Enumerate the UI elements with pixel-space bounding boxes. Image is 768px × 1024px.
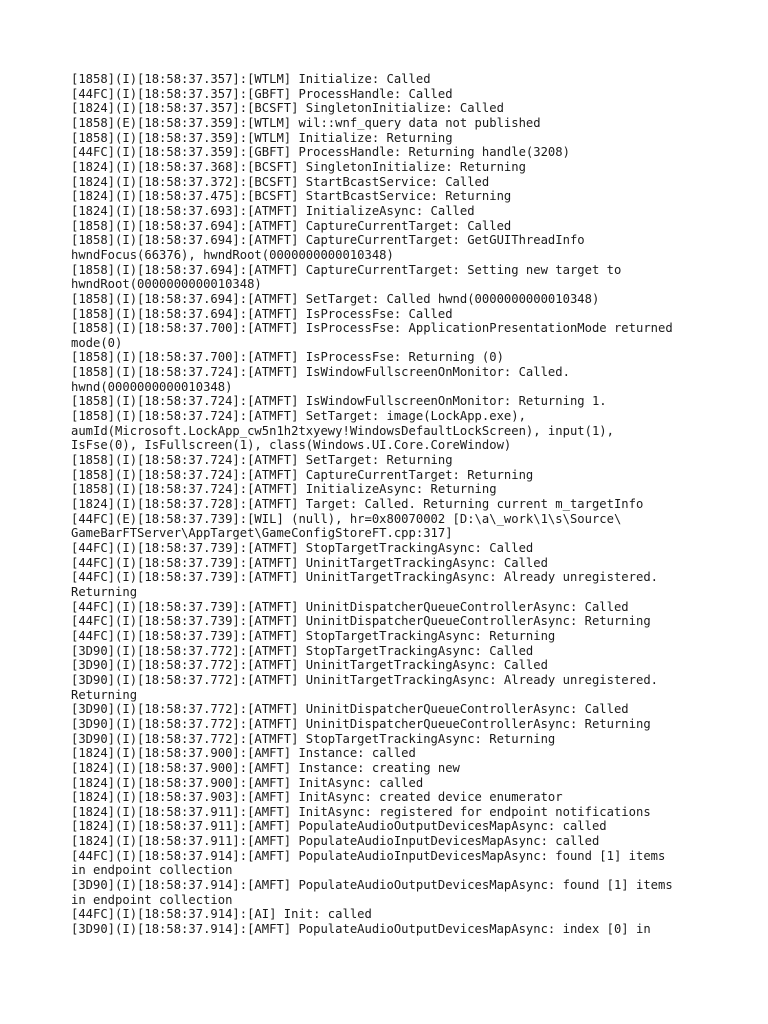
log-line: [1824](I)[18:58:37.903]:[AMFT] InitAsync: created device enumerator: [71, 790, 563, 805]
log-line: Returning: [71, 687, 138, 702]
log-line: [1824](I)[18:58:37.900]:[AMFT] Instance: creating new: [71, 760, 460, 775]
log-line: [1824](I)[18:58:37.911]:[AMFT] PopulateAudioInputDevicesMapAsync: called: [71, 834, 600, 849]
log-line: [1824](I)[18:58:37.693]:[ATMFT] InitializeAsync: Called: [71, 203, 475, 218]
log-line: [44FC](I)[18:58:37.357]:[GBFT] ProcessHandle: Called: [71, 86, 453, 101]
log-line: [44FC](E)[18:58:37.739]:[WIL] (null), hr=0x80070002 [D:\a\_work\1\s\Source\: [71, 511, 622, 526]
log-line: [44FC](I)[18:58:37.914]:[AMFT] PopulateAudioInputDevicesMapAsync: found [1] items: [71, 848, 666, 863]
log-line: [1824](I)[18:58:37.911]:[AMFT] InitAsync: registered for endpoint notifications: [71, 804, 651, 819]
log-line: [44FC](I)[18:58:37.739]:[ATMFT] UninitTargetTrackingAsync: Called: [71, 555, 548, 570]
log-line: [44FC](I)[18:58:37.739]:[ATMFT] UninitTargetTrackingAsync: Already unregistered.: [71, 570, 658, 585]
log-line: [1858](I)[18:58:37.700]:[ATMFT] IsProcessFse: ApplicationPresentationMode returned: [71, 321, 673, 336]
log-line: hwndRoot(0000000000010348): [71, 277, 262, 292]
log-line: [1858](I)[18:58:37.700]:[ATMFT] IsProcessFse: Returning (0): [71, 350, 504, 365]
log-line: [1824](I)[18:58:37.372]:[BCSFT] StartBcastService: Called: [71, 174, 490, 189]
log-line: [1858](I)[18:58:37.694]:[ATMFT] SetTarget: Called hwnd(0000000000010348): [71, 291, 600, 306]
log-line: [3D90](I)[18:58:37.772]:[ATMFT] UninitDispatcherQueueControllerAsync: Called: [71, 702, 629, 717]
log-line: [1858](I)[18:58:37.694]:[ATMFT] CaptureCurrentTarget: Setting new target to: [71, 262, 622, 277]
log-line: [1858](I)[18:58:37.359]:[WTLM] Initialize: Returning: [71, 130, 453, 145]
log-line: [1824](I)[18:58:37.475]:[BCSFT] StartBcastService: Returning: [71, 189, 512, 204]
log-line: [3D90](I)[18:58:37.914]:[AMFT] PopulateAudioOutputDevicesMapAsync: found [1] items: [71, 878, 673, 893]
log-line: [1858](I)[18:58:37.357]:[WTLM] Initialize: Called: [71, 72, 431, 86]
log-line: aumId(Microsoft.LockApp_cw5n1h2txyewy!WindowsDefaultLockScreen), input(1),: [71, 423, 614, 438]
log-line: hwnd(0000000000010348): [71, 379, 233, 394]
log-line: [44FC](I)[18:58:37.914]:[AI] Init: called: [71, 907, 372, 922]
log-line: IsFse(0), IsFullscreen(1), class(Windows.UI.Core.CoreWindow): [71, 438, 512, 453]
log-line: [1858](I)[18:58:37.724]:[ATMFT] IsWindowFullscreenOnMonitor: Returning 1.: [71, 394, 607, 409]
log-line: [44FC](I)[18:58:37.739]:[ATMFT] StopTargetTrackingAsync: Returning: [71, 628, 556, 643]
log-line: [1824](I)[18:58:37.911]:[AMFT] PopulateAudioOutputDevicesMapAsync: called: [71, 819, 607, 834]
log-line: [1824](I)[18:58:37.357]:[BCSFT] SingletonInitialize: Called: [71, 101, 504, 116]
log-line: [1858](I)[18:58:37.724]:[ATMFT] InitializeAsync: Returning: [71, 482, 497, 497]
log-line: [1858](I)[18:58:37.724]:[ATMFT] CaptureCurrentTarget: Returning: [71, 467, 534, 482]
log-line: [1858](I)[18:58:37.694]:[ATMFT] CaptureCurrentTarget: GetGUIThreadInfo: [71, 233, 585, 248]
log-line: [1824](I)[18:58:37.728]:[ATMFT] Target: Called. Returning current m_targetInfo: [71, 497, 644, 512]
log-line: in endpoint collection: [71, 892, 233, 907]
log-line: [3D90](I)[18:58:37.772]:[ATMFT] StopTargetTrackingAsync: Called: [71, 643, 534, 658]
log-line: [44FC](I)[18:58:37.739]:[ATMFT] StopTargetTrackingAsync: Called: [71, 541, 534, 555]
log-line: GameBarFTServer\AppTarget\GameConfigStoreFT.cpp:317]: [71, 526, 453, 541]
log-line: [1858](I)[18:58:37.694]:[ATMFT] CaptureCurrentTarget: Called: [71, 218, 512, 233]
log-line: [1824](I)[18:58:37.900]:[AMFT] Instance: called: [71, 746, 416, 761]
log-line: [3D90](I)[18:58:37.772]:[ATMFT] UninitDispatcherQueueControllerAsync: Returning: [71, 716, 651, 731]
log-document: [71, 72, 701, 937]
log-line: [1858](I)[18:58:37.694]:[ATMFT] IsProcessFse: Called: [71, 306, 453, 321]
log-line: [3D90](I)[18:58:37.772]:[ATMFT] StopTargetTrackingAsync: Returning: [71, 731, 556, 746]
log-line: [1858](E)[18:58:37.359]:[WTLM] wil::wnf_query data not published: [71, 115, 541, 130]
log-line: [1858](I)[18:58:37.724]:[ATMFT] SetTarget: Returning: [71, 453, 453, 468]
log-line: [3D90](I)[18:58:37.772]:[ATMFT] UninitTargetTrackingAsync: Already unregistered.: [71, 672, 658, 687]
log-line: Returning: [71, 584, 138, 599]
log-line: mode(0): [71, 335, 123, 350]
log-line: hwndFocus(66376), hwndRoot(0000000000010348): [71, 247, 394, 262]
log-line: [44FC](I)[18:58:37.359]:[GBFT] ProcessHandle: Returning handle(3208): [71, 145, 570, 160]
log-line: [44FC](I)[18:58:37.739]:[ATMFT] UninitDispatcherQueueControllerAsync: Called: [71, 599, 629, 614]
log-line: [3D90](I)[18:58:37.772]:[ATMFT] UninitTargetTrackingAsync: Called: [71, 658, 548, 673]
log-line: [1858](I)[18:58:37.724]:[ATMFT] SetTarget: image(LockApp.exe),: [71, 409, 526, 424]
log-line: [44FC](I)[18:58:37.739]:[ATMFT] UninitDispatcherQueueControllerAsync: Returning: [71, 614, 651, 629]
log-line: [1858](I)[18:58:37.724]:[ATMFT] IsWindowFullscreenOnMonitor: Called.: [71, 365, 570, 380]
log-line: in endpoint collection: [71, 863, 233, 878]
log-line: [1824](I)[18:58:37.368]:[BCSFT] SingletonInitialize: Returning: [71, 159, 526, 174]
log-line: [3D90](I)[18:58:37.914]:[AMFT] PopulateAudioOutputDevicesMapAsync: index [0] in: [71, 922, 651, 937]
log-line: [1824](I)[18:58:37.900]:[AMFT] InitAsync: called: [71, 775, 424, 790]
